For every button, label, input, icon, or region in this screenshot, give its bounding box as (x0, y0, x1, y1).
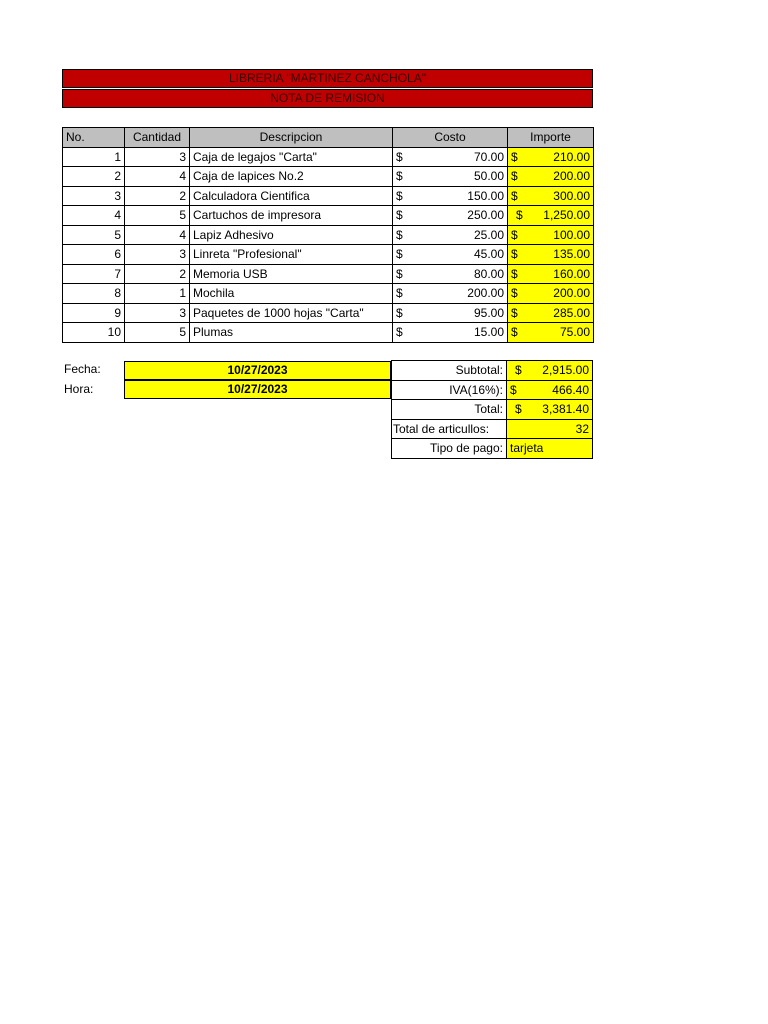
row-quantity: 4 (125, 225, 190, 245)
currency-symbol: $ (396, 208, 403, 223)
amount-value: 1,250.00 (543, 208, 590, 223)
row-description: Paquetes de 1000 hojas "Carta" (190, 303, 393, 323)
table-row (63, 245, 594, 265)
articulos-row (392, 419, 593, 439)
currency-symbol: $ (511, 266, 518, 281)
row-amount (508, 186, 594, 206)
iva-row (392, 380, 593, 400)
articulos-value: 32 (507, 419, 593, 439)
cost-value: 70.00 (473, 149, 504, 164)
hora-value: 10/27/2023 (124, 380, 391, 399)
total-amount: 3,381.40 (542, 402, 589, 417)
store-title: LIBRERIA "MARTINEZ CANCHOLA" (62, 69, 593, 88)
table-row (63, 225, 594, 245)
pago-label: Tipo de pago: (392, 439, 507, 459)
row-number: 10 (63, 323, 125, 343)
row-cost (393, 245, 508, 265)
table-row (63, 167, 594, 187)
currency-symbol: $ (511, 149, 518, 164)
amount-value: 135.00 (553, 247, 590, 262)
amount-value: 200.00 (553, 169, 590, 184)
amount-value: 285.00 (553, 305, 590, 320)
row-description: Mochila (190, 284, 393, 304)
column-header-costo: Costo (393, 128, 508, 148)
currency-symbol: $ (396, 325, 403, 340)
hora-label: Hora: (64, 382, 94, 396)
row-number: 9 (63, 303, 125, 323)
table-row (63, 206, 594, 226)
currency-symbol: $ (511, 247, 518, 262)
row-cost (393, 264, 508, 284)
currency-symbol: $ (511, 227, 518, 242)
table-row (63, 264, 594, 284)
total-row (392, 400, 593, 420)
row-amount (508, 147, 594, 167)
row-quantity: 3 (125, 245, 190, 265)
row-cost (393, 225, 508, 245)
row-amount (508, 167, 594, 187)
amount-value: 200.00 (553, 286, 590, 301)
row-description: Cartuchos de impresora (190, 206, 393, 226)
column-header-descripcion: Descripcion (190, 128, 393, 148)
table-row (63, 186, 594, 206)
row-cost (393, 147, 508, 167)
currency-symbol: $ (511, 305, 518, 320)
row-quantity: 3 (125, 147, 190, 167)
total-label: Total: (392, 400, 507, 420)
table-header-row (63, 128, 594, 148)
cost-value: 200.00 (467, 286, 504, 301)
row-number: 6 (63, 245, 125, 265)
row-cost (393, 167, 508, 187)
row-amount (508, 245, 594, 265)
pago-value: tarjeta (507, 439, 593, 459)
table-row (63, 284, 594, 304)
row-number: 2 (63, 167, 125, 187)
row-quantity: 1 (125, 284, 190, 304)
cost-value: 80.00 (473, 266, 504, 281)
currency-symbol: $ (516, 208, 523, 223)
currency-symbol: $ (396, 305, 403, 320)
row-quantity: 5 (125, 323, 190, 343)
subtotal-row (392, 361, 593, 381)
document-title: NOTA DE REMISION (62, 89, 593, 108)
table-row (63, 147, 594, 167)
currency-symbol: $ (511, 188, 518, 203)
row-quantity: 3 (125, 303, 190, 323)
row-amount (508, 264, 594, 284)
row-number: 1 (63, 147, 125, 167)
row-description: Plumas (190, 323, 393, 343)
row-amount (508, 206, 594, 226)
cost-value: 150.00 (467, 188, 504, 203)
table-row (63, 323, 594, 343)
subtotal-amount: 2,915.00 (542, 363, 589, 378)
currency-symbol: $ (511, 286, 518, 301)
cost-value: 25.00 (473, 227, 504, 242)
cost-value: 250.00 (467, 208, 504, 223)
column-header-importe: Importe (508, 128, 594, 148)
total-value (507, 400, 593, 420)
subtotal-label: Subtotal: (392, 361, 507, 381)
table-row (63, 303, 594, 323)
items-table (62, 127, 594, 343)
amount-value: 160.00 (553, 266, 590, 281)
currency-symbol: $ (396, 149, 403, 164)
row-description: Memoria USB (190, 264, 393, 284)
amount-value: 300.00 (553, 188, 590, 203)
row-description: Linreta "Profesional" (190, 245, 393, 265)
column-header-no: No. (63, 128, 125, 148)
row-cost (393, 284, 508, 304)
currency-symbol: $ (510, 382, 517, 397)
row-number: 4 (63, 206, 125, 226)
cost-value: 50.00 (473, 169, 504, 184)
currency-symbol: $ (511, 169, 518, 184)
currency-symbol: $ (396, 169, 403, 184)
iva-amount: 466.40 (552, 382, 589, 397)
cost-value: 15.00 (473, 325, 504, 340)
articulos-label: Total de articullos: (392, 419, 507, 439)
row-quantity: 4 (125, 167, 190, 187)
subtotal-value (507, 361, 593, 381)
fecha-value: 10/27/2023 (124, 361, 391, 380)
currency-symbol: $ (396, 227, 403, 242)
row-quantity: 2 (125, 186, 190, 206)
row-cost (393, 303, 508, 323)
row-number: 8 (63, 284, 125, 304)
row-cost (393, 186, 508, 206)
row-amount (508, 303, 594, 323)
currency-symbol: $ (515, 402, 522, 417)
currency-symbol: $ (396, 286, 403, 301)
row-cost (393, 323, 508, 343)
row-number: 3 (63, 186, 125, 206)
totals-table (391, 360, 593, 459)
row-cost (393, 206, 508, 226)
column-header-cantidad: Cantidad (125, 128, 190, 148)
iva-value (507, 380, 593, 400)
fecha-label: Fecha: (64, 362, 101, 376)
currency-symbol: $ (515, 363, 522, 378)
row-quantity: 5 (125, 206, 190, 226)
row-amount (508, 284, 594, 304)
row-number: 5 (63, 225, 125, 245)
iva-label: IVA(16%): (392, 380, 507, 400)
currency-symbol: $ (511, 325, 518, 340)
cost-value: 95.00 (473, 305, 504, 320)
pago-row (392, 439, 593, 459)
amount-value: 210.00 (553, 149, 590, 164)
row-description: Lapiz Adhesivo (190, 225, 393, 245)
amount-value: 100.00 (553, 227, 590, 242)
row-quantity: 2 (125, 264, 190, 284)
row-number: 7 (63, 264, 125, 284)
row-description: Calculadora Cientifica (190, 186, 393, 206)
amount-value: 75.00 (559, 325, 590, 340)
currency-symbol: $ (396, 188, 403, 203)
row-description: Caja de lapices No.2 (190, 167, 393, 187)
row-description: Caja de legajos "Carta" (190, 147, 393, 167)
currency-symbol: $ (396, 266, 403, 281)
row-amount (508, 323, 594, 343)
currency-symbol: $ (396, 247, 403, 262)
cost-value: 45.00 (473, 247, 504, 262)
row-amount (508, 225, 594, 245)
